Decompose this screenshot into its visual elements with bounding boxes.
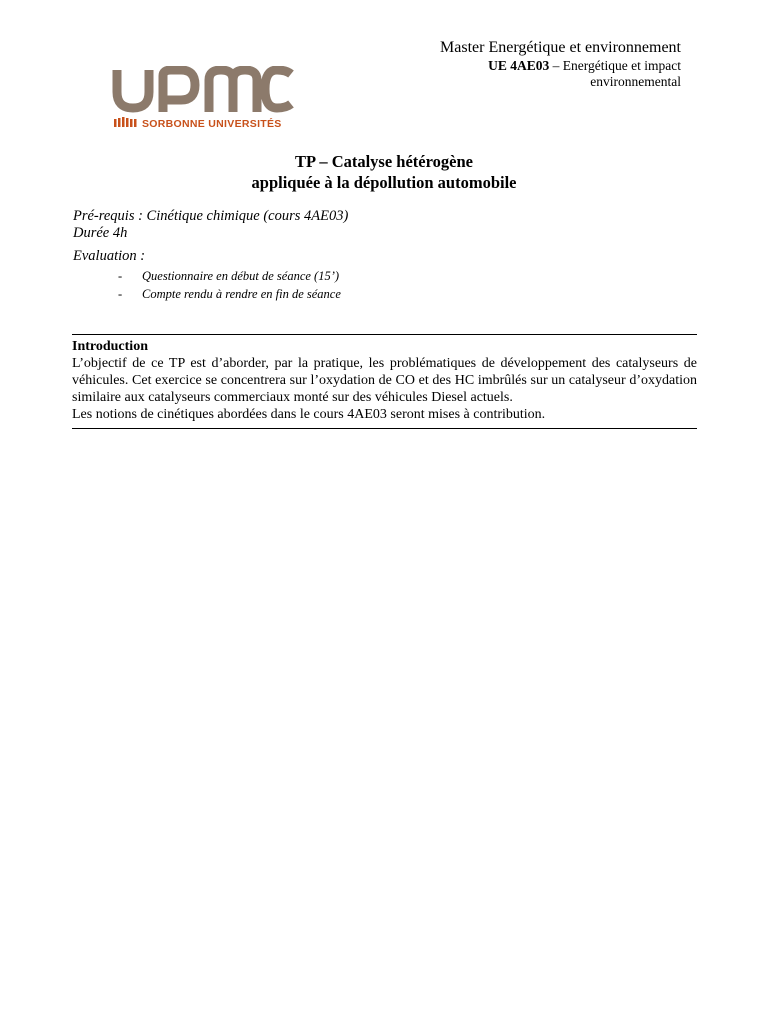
list-item — [73, 285, 348, 303]
evaluation-item-text: Questionnaire en début de séance (15’) — [142, 269, 340, 283]
list-item — [73, 267, 348, 285]
introduction-paragraph-1: L’objectif de ce TP est d’aborder, par la pratique, les problématiques de développement des catalyseurs de véhicules. Cet exercice se concentrera sur l’oxydation de CO et des HC imbrûlés sur un catalyseur d’oxydation similaire aux catalyseurs commerciaux monté sur des véhicules Diesel actuels. — [72, 356, 697, 405]
program-name: Master Energétique et environnement — [440, 39, 681, 56]
course-unit-separator: – — [549, 58, 563, 73]
prerequisites: Pré-requis : Cinétique chimique (cours 4AE03) — [73, 208, 349, 224]
introduction-paragraph-2: Les notions de cinétiques abordées dans le cours 4AE03 seront mises à contribution. — [72, 407, 546, 422]
course-unit-code: UE 4AE03 — [488, 58, 550, 73]
upmc-logo — [111, 66, 295, 130]
evaluation-label: Evaluation : — [73, 248, 146, 264]
document-title — [0, 151, 768, 193]
duration: Durée 4h — [73, 225, 128, 241]
introduction-section — [72, 334, 697, 429]
course-unit-title-line1: Energétique et impact — [562, 58, 681, 73]
logo-subtitle: SORBONNE UNIVERSITÉS — [142, 118, 282, 130]
course-info — [73, 208, 348, 303]
bullet-dash: - — [118, 269, 123, 283]
course-unit-title-line2: environnemental — [590, 74, 681, 89]
evaluation-item-text: Compte rendu à rendre en fin de séance — [142, 287, 341, 301]
evaluation-list — [73, 267, 348, 303]
title-line-2: appliquée à la dépollution automobile — [251, 173, 517, 192]
title-line-1: TP – Catalyse hétérogène — [295, 152, 473, 171]
bullet-dash: - — [118, 287, 123, 301]
introduction-heading: Introduction — [72, 339, 148, 354]
course-unit — [321, 58, 681, 90]
course-header — [321, 38, 681, 90]
